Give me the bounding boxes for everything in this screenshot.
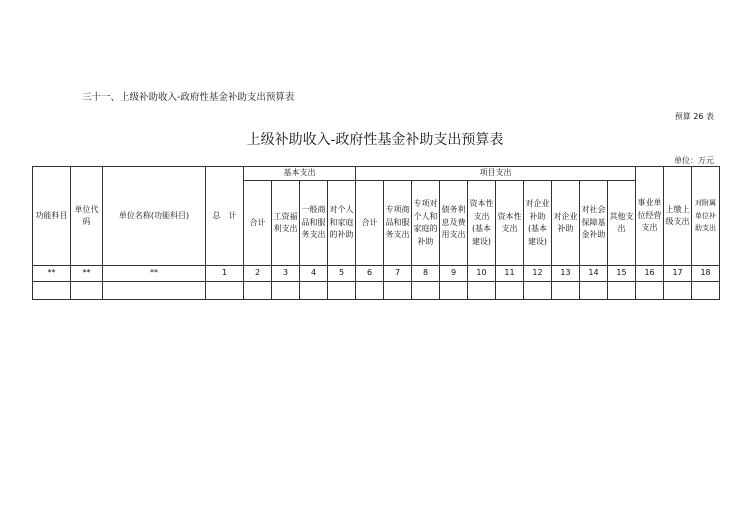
index-cell: 4 bbox=[300, 266, 328, 282]
header-unit-code: 单位代码 bbox=[71, 167, 103, 266]
data-cell bbox=[328, 282, 356, 300]
index-cell: 5 bbox=[328, 266, 356, 282]
header-func-subject: 功能科目 bbox=[33, 167, 71, 266]
index-cell: 14 bbox=[580, 266, 608, 282]
header-basic-total: 合计 bbox=[244, 181, 272, 266]
table-number: 预算 26 表 bbox=[674, 112, 714, 121]
header-unit-name: 单位名称(功能科目) bbox=[103, 167, 206, 266]
data-cell bbox=[692, 282, 720, 300]
header-project-enterprise-subsidy: 对企业补助 bbox=[552, 181, 580, 266]
data-cell bbox=[300, 282, 328, 300]
index-cell: 11 bbox=[496, 266, 524, 282]
index-row bbox=[33, 266, 720, 282]
data-cell bbox=[468, 282, 496, 300]
header-total: 总 计 bbox=[206, 167, 244, 266]
index-cell: 16 bbox=[636, 266, 664, 282]
data-cell bbox=[356, 282, 384, 300]
budget-table bbox=[32, 166, 720, 300]
header-superior-expense: 上缴上级支出 bbox=[664, 167, 692, 266]
data-cell bbox=[552, 282, 580, 300]
header-project-goods-services: 专项商品和服务支出 bbox=[384, 181, 412, 266]
index-cell: 7 bbox=[384, 266, 412, 282]
data-cell bbox=[636, 282, 664, 300]
header-project-capital: 资本性支出 bbox=[496, 181, 524, 266]
index-cell: 18 bbox=[692, 266, 720, 282]
header-project-social-security: 对社会保障基金补助 bbox=[580, 181, 608, 266]
index-cell: 6 bbox=[356, 266, 384, 282]
data-cell bbox=[384, 282, 412, 300]
index-cell: ** bbox=[103, 266, 206, 282]
index-cell: 8 bbox=[412, 266, 440, 282]
table-title: 上级补助收入-政府性基金补助支出预算表 bbox=[246, 132, 504, 148]
data-cell bbox=[33, 282, 71, 300]
header-project-capital-construction: 资本性支出(基本建设) bbox=[468, 181, 496, 266]
data-cell bbox=[580, 282, 608, 300]
data-cell bbox=[440, 282, 468, 300]
data-cell bbox=[206, 282, 244, 300]
index-cell: 15 bbox=[608, 266, 636, 282]
index-cell: ** bbox=[33, 266, 71, 282]
data-cell bbox=[71, 282, 103, 300]
unit-label: 单位：万元 bbox=[674, 156, 714, 165]
header-affiliated-subsidy: 对附属单位补助支出 bbox=[692, 167, 720, 266]
header-basic-group: 基本支出 bbox=[244, 167, 356, 181]
header-enterprise-expense: 事业单位经营支出 bbox=[636, 167, 664, 266]
index-cell: 3 bbox=[272, 266, 300, 282]
empty-data-row bbox=[33, 282, 720, 300]
header-project-enterprise-construction: 对企业补助(基本建设) bbox=[524, 181, 552, 266]
index-cell: 9 bbox=[440, 266, 468, 282]
data-cell bbox=[496, 282, 524, 300]
data-cell bbox=[664, 282, 692, 300]
header-project-individual-subsidy: 专项对个人和家庭的补助 bbox=[412, 181, 440, 266]
header-basic-salary: 工资福利支出 bbox=[272, 181, 300, 266]
index-cell: 17 bbox=[664, 266, 692, 282]
data-cell bbox=[244, 282, 272, 300]
data-cell bbox=[524, 282, 552, 300]
header-project-debt-interest: 债务利息及费用支出 bbox=[440, 181, 468, 266]
index-cell: 13 bbox=[552, 266, 580, 282]
index-cell: 12 bbox=[524, 266, 552, 282]
header-project-other: 其他支出 bbox=[608, 181, 636, 266]
page-caption: 三十一、上级补助收入-政府性基金补助支出预算表 bbox=[82, 92, 295, 103]
index-cell: 10 bbox=[468, 266, 496, 282]
data-cell bbox=[272, 282, 300, 300]
header-project-group: 项目支出 bbox=[356, 167, 636, 181]
index-cell: 1 bbox=[206, 266, 244, 282]
index-cell: 2 bbox=[244, 266, 272, 282]
index-cell: ** bbox=[71, 266, 103, 282]
data-cell bbox=[608, 282, 636, 300]
data-cell bbox=[103, 282, 206, 300]
data-cell bbox=[412, 282, 440, 300]
header-basic-goods-services: 一般商品和服务支出 bbox=[300, 181, 328, 266]
header-project-total: 合计 bbox=[356, 181, 384, 266]
header-basic-individual-subsidy: 对个人和家庭的补助 bbox=[328, 181, 356, 266]
